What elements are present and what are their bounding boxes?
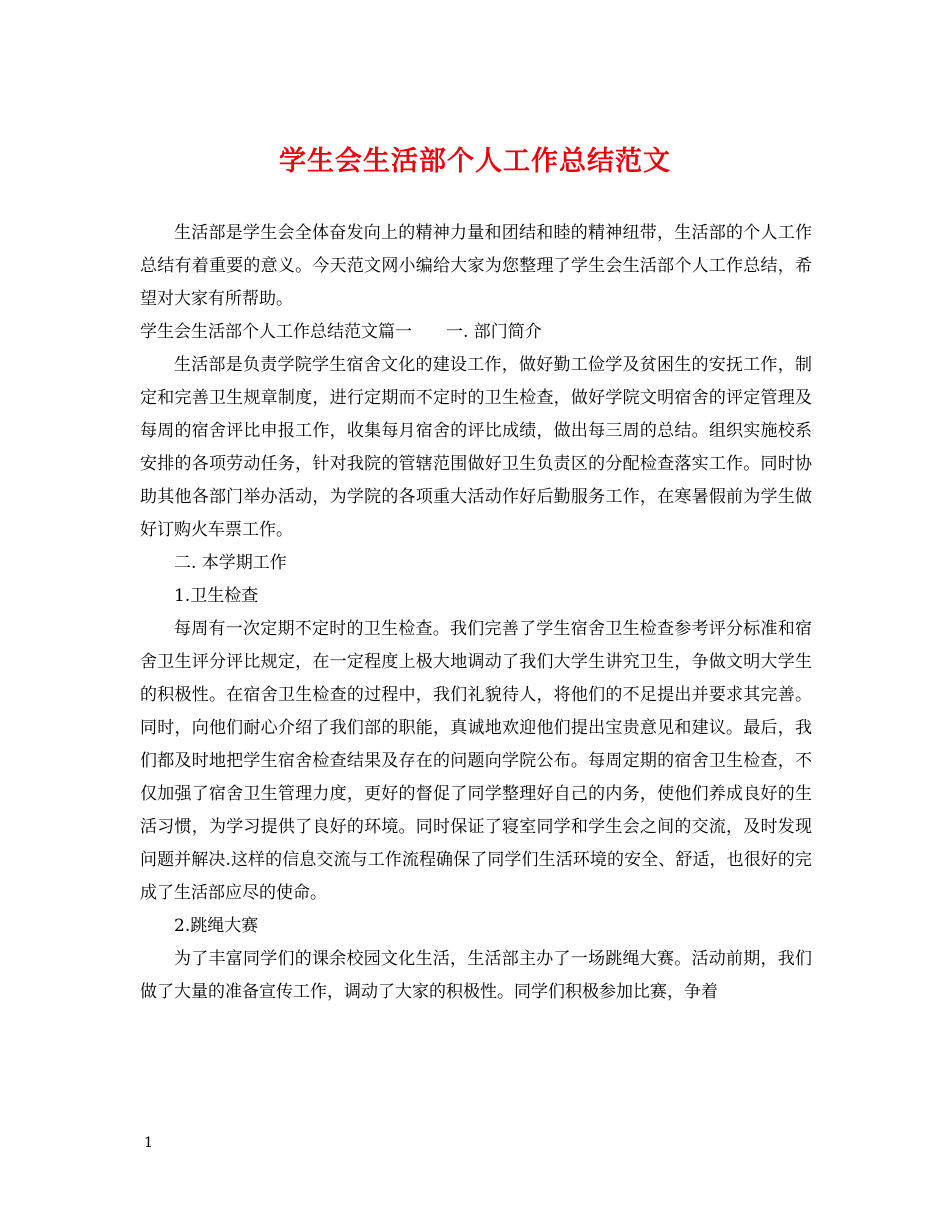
subheading-rope-skipping: 2.跳绳大赛 [174, 916, 259, 936]
section-heading-department-intro: 学生会生活部个人工作总结范文篇一 一. 部门简介 [140, 322, 542, 342]
document-body [140, 217, 812, 1009]
page-number: 1 [144, 1135, 153, 1151]
paragraph-rope-skipping: 为了丰富同学们的课余校园文化生活，生活部主办了一场跳绳大赛。活动前期，我们做了大量的准备宣传工作，调动了大家的积极性。同学们积极参加比赛，争着 [140, 949, 812, 1002]
paragraph-department-duties: 生活部是负责学院学生宿舍文化的建设工作，做好勤工俭学及贫困生的安抚工作，制定和完善卫生规章制度，进行定期而不定时的卫生检查，做好学院文明宿舍的评定管理及每周的宿舍评比申报工作，收集每月宿舍的评比成绩，做出每三周的总结。组织实施校系安排的各项劳动任务，针对我院的管辖范围做好卫生负责区的分配检查落实工作。同时协助其他各部门举办活动，为学院的各项重大活动作好后勤服务工作，在寒暑假前为学生做好订购火车票工作。 [140, 355, 812, 540]
section-heading-semester-work: 二. 本学期工作 [174, 553, 287, 573]
document-title: 学生会生活部个人工作总结范文 [279, 146, 671, 177]
paragraph-hygiene-inspection: 每周有一次定期不定时的卫生检查。我们完善了学生宿舍卫生检查参考评分标准和宿舍卫生评分评比规定，在一定程度上极大地调动了我们大学生讲究卫生，争做文明大学生的积极性。在宿舍卫生检查的过程中，我们礼貌待人，将他们的不足提出并要求其完善。同时，向他们耐心介绍了我们部的职能，真诚地欢迎他们提出宝贵意见和建议。最后，我们都及时地把学生宿舍检查结果及存在的问题向学院公布。每周定期的宿舍卫生检查，不仅加强了宿舍卫生管理力度，更好的督促了同学整理好自己的内务，使他们养成良好的生活习惯，为学习提供了良好的环境。同时保证了寝室同学和学生会之间的交流，及时发现问题并解决.这样的信息交流与工作流程确保了同学们生活环境的安全、舒适，也很好的完成了生活部应尽的使命。 [140, 619, 812, 903]
paragraph-intro: 生活部是学生会全体奋发向上的精神力量和团结和睦的精神纽带，生活部的个人工作总结有着重要的意义。今天范文网小编给大家为您整理了学生会生活部个人工作总结，希望对大家有所帮助。 [140, 223, 812, 309]
subheading-hygiene-inspection: 1.卫生检查 [174, 586, 259, 606]
